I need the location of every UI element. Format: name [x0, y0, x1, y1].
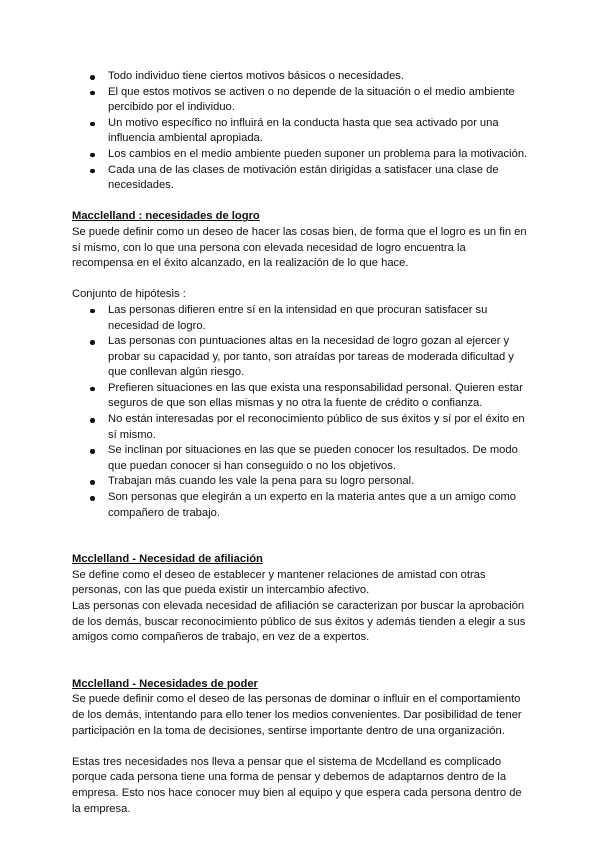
- logro-bullet-item: Las personas difieren entre sí en la intensidad en que procuran satisfacer su necesidad de logro.: [108, 303, 530, 334]
- section-heading-afiliacion: Mcclelland - Necesidad de afiliación: [72, 553, 263, 566]
- logro-bullet-item: Las personas con puntuaciones altas en la necesidad de logro gozan al ejercer y probar su capacidad y, por tanto, son atraídas por tareas de moderada dificultad y que conllevan algún riesgo.: [108, 334, 530, 381]
- poder-paragraph: Se puede definir como el deseo de las personas de dominar o influir en el comportamiento de los demás, intentando para ello tener los medios convenientes. Dar posibilidad de tener participación en la toma de decisiones, sentirse importante dentro de una organización.: [72, 693, 522, 737]
- afiliacion-paragraph-2: Las personas con elevada necesidad de afiliación se caracterizan por buscar la aprobación de los demás, buscar reconocimiento público de sus éxitos y además tienden a elegir a sus amigos como compañeros de trabajo, en vez de a expertos.: [72, 600, 526, 644]
- logro-paragraph: Se puede definir como un deseo de hacer las cosas bien, de forma que el logro es un fin en sí mismo, con lo que una persona con elevada necesidad de logro encuentra la recompensa en el éxito alcanzado, en la realización de lo que hace.: [72, 225, 527, 270]
- logro-bullet-list: [72, 303, 530, 521]
- logro-bullet-item: Son personas que elegirán a un experto en la materia antes que a un amigo como compañero de trabajo.: [108, 490, 530, 521]
- intro-bullet-list: [72, 69, 530, 194]
- section-heading-poder: Mcclelland - Necesidades de poder: [72, 677, 258, 690]
- section-heading-logro: Macclelland : necesidades de logro: [72, 210, 260, 223]
- logro-bullet-item: Trabajan más cuando les vale la pena para su logro personal.: [108, 474, 530, 490]
- logro-bullet-item: Se inclinan por situaciones en las que se pueden conocer los resultados. De modo que puedan conocer si han conseguido o no los objetivos.: [108, 443, 530, 474]
- hypothesis-label: Conjunto de hipótesis :: [72, 288, 186, 301]
- intro-bullet-item: Cada una de las clases de motivación están dirigidas a satisfacer una clase de necesidades.: [108, 163, 530, 194]
- intro-bullet-item: Todo individuo tiene ciertos motivos básicos o necesidades.: [108, 69, 530, 85]
- afiliacion-paragraph-1: Se define como el deseo de establecer y mantener relaciones de amistad con otras personas, con las que pueda existir un intercambio afectivo.: [72, 568, 486, 597]
- logro-bullet-item: Prefieren situaciones en las que exista una responsabilidad personal. Quieren estar seguros de que son ellas mismas y no otra la fuente de crédito o confianza.: [108, 381, 530, 412]
- intro-bullet-item: El que estos motivos se activen o no depende de la situación o el medio ambiente percibido por el individuo.: [108, 85, 530, 116]
- conclusion-paragraph: Estas tres necesidades nos lleva a pensar que el sistema de Mcdelland es complicado porque cada persona tiene una forma de pensar y debemos de adaptarnos dentro de la empresa. Esto nos hace conocer muy bien al equipo y que espera cada persona dentro de la empresa.: [72, 755, 522, 815]
- intro-bullet-item: Un motivo específico no influirá en la conducta hasta que sea activado por una influencia ambiental apropiada.: [108, 116, 530, 147]
- intro-bullet-item: Los cambios en el medio ambiente pueden suponer un problema para la motivación.: [108, 147, 530, 163]
- logro-bullet-item: No están interesadas por el reconocimiento público de sus éxitos y sí por el éxito en sí mismo.: [108, 412, 530, 443]
